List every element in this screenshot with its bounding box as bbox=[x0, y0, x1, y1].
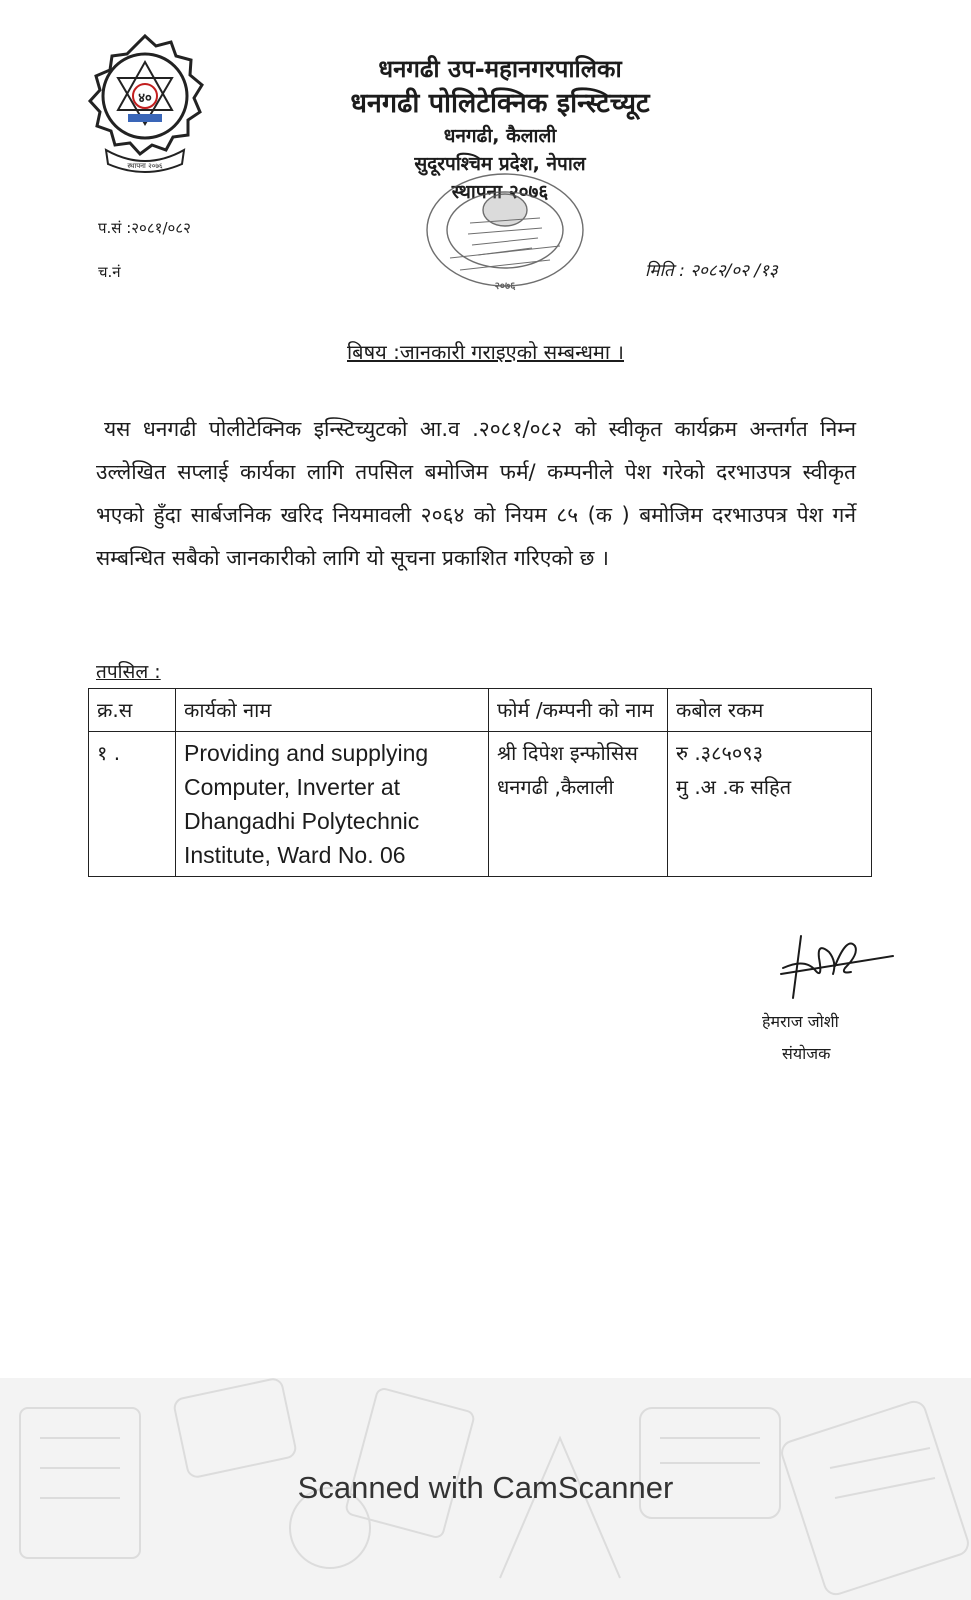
dispatch-number: च.नं bbox=[98, 263, 121, 281]
signatory-name: हेमराज जोशी bbox=[762, 1012, 839, 1031]
bid-amount-value: रु .३८५०९३ bbox=[676, 741, 764, 765]
column-header-firm: फोर्म /कम्पनी को नाम bbox=[489, 689, 668, 732]
municipality-name: धनगढी उप-महानगरपालिका bbox=[378, 55, 622, 83]
official-stamp bbox=[420, 168, 590, 298]
table-row bbox=[89, 732, 872, 877]
established-year: स्थापना २०७६ bbox=[451, 181, 549, 203]
subject-text: बिषय :जानकारी गराइएको सम्बन्धमा । bbox=[347, 340, 624, 364]
bid-amount-vat-note: मु .अ .क सहित bbox=[676, 775, 792, 799]
table-header-row bbox=[89, 689, 872, 732]
letter-reference-number: प.सं :२०८१/०८२ bbox=[98, 219, 191, 237]
cell-firm-name: श्री दिपेश इन्फोसिस धनगढी ,कैलाली bbox=[489, 732, 668, 877]
details-label: तपसिल : bbox=[96, 661, 161, 683]
stamp-year: २०७६ bbox=[494, 281, 516, 292]
institute-province: सुदूरपश्चिम प्रदेश, नेपाल bbox=[414, 153, 586, 175]
institute-name: धनगढी पोलिटेक्निक इन्स्टिच्यूट bbox=[350, 88, 650, 119]
cell-work-name: Providing and supplying Computer, Inverter at Dhangadhi Polytechnic Institute, Ward No. 06 bbox=[176, 732, 489, 877]
column-header-amount: कबोल रकम bbox=[668, 689, 872, 732]
signatory-title: संयोजक bbox=[782, 1044, 831, 1063]
logo-year: स्थापना २०७६ bbox=[127, 162, 163, 170]
column-header-serial: क्र.स bbox=[89, 689, 176, 732]
subject-line bbox=[0, 338, 971, 365]
letter-date: मिति : २०८२/०२ /१३ bbox=[645, 261, 778, 281]
awarded-works-table bbox=[88, 688, 872, 877]
cell-bid-amount bbox=[668, 732, 872, 877]
institute-location: धनगढी, कैलाली bbox=[443, 125, 557, 147]
handwritten-signature bbox=[775, 928, 895, 1004]
column-header-work: कार्यको नाम bbox=[176, 689, 489, 732]
institute-logo bbox=[78, 32, 212, 178]
notice-body: यस धनगढी पोलीटेक्निक इन्स्टिच्युटको आ.व .२०८१/०८२ को स्वीकृत कार्यक्रम अन्तर्गत निम्न उल्लेखित सप्लाई कार्यका लागि तपसिल बमोजिम फर्म/ कम्पनीले पेश गरेको दरभाउपत्र स्वीकृत भएको हुँदा सार्बजनिक खरिद नियमावली २०६४ को नियम ८५ (क ) बमोजिम दरभाउपत्र पेश गर्ने सम्बन्धित सबैको जानकारीको लागि यो सूचना प्रकाशित गरिएको छ । bbox=[96, 417, 856, 570]
camscanner-watermark: Scanned with CamScanner bbox=[297, 1470, 674, 1505]
logo-center-number: ४० bbox=[138, 91, 152, 106]
cell-serial: १ . bbox=[89, 732, 176, 877]
